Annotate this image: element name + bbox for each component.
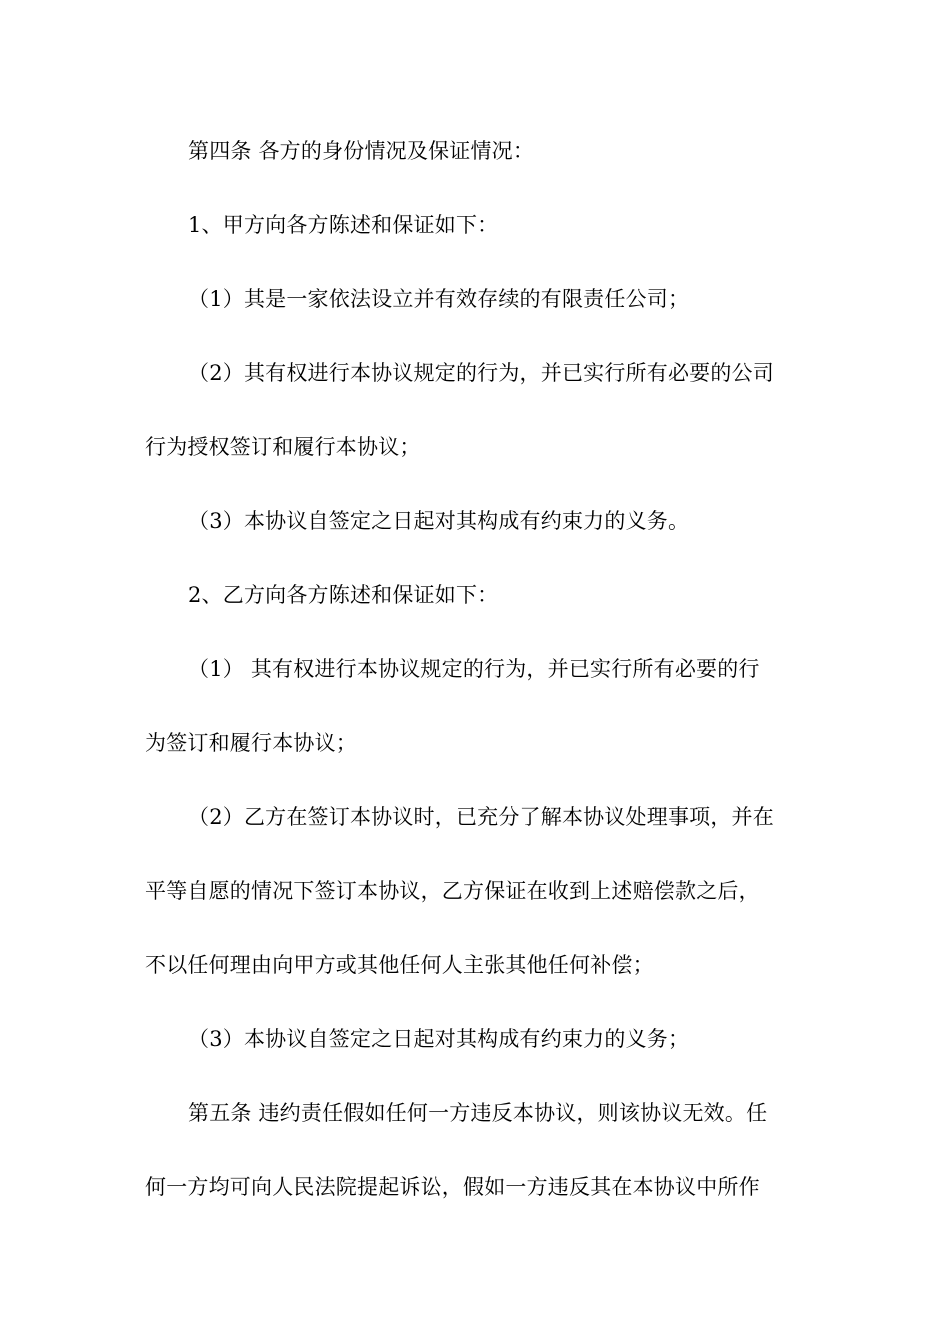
article-4-heading: 第四条 各方的身份情况及保证情况： <box>188 139 535 163</box>
clause-1-item-1: （1）其是一家依法设立并有效存续的有限责任公司； <box>188 287 690 311</box>
clause-2-heading: 2、乙方向各方陈述和保证如下： <box>188 583 499 607</box>
clause-1-item-2-continued: 行为授权签订和履行本协议； <box>145 435 421 459</box>
clause-1-item-2: （2）其有权进行本协议规定的行为，并已实行所有必要的公司 <box>188 361 774 385</box>
clause-2-item-2-continued-1: 平等自愿的情况下签订本协议，乙方保证在收到上述赔偿款之后， <box>145 879 760 903</box>
clause-2-item-1: （1） 其有权进行本协议规定的行为，并已实行所有必要的行 <box>188 657 760 681</box>
article-5-paragraph-continued: 何一方均可向人民法院提起诉讼，假如一方违反其在本协议中所作 <box>145 1175 760 1199</box>
clause-2-item-2: （2）乙方在签订本协议时，已充分了解本协议处理事项，并在 <box>188 805 774 829</box>
clause-1-heading: 1、甲方向各方陈述和保证如下： <box>188 213 499 237</box>
clause-2-item-2-continued-2: 不以任何理由向甲方或其他任何人主张其他任何补偿； <box>145 953 654 977</box>
clause-2-item-3: （3）本协议自签定之日起对其构成有约束力的义务； <box>188 1027 690 1051</box>
article-5-paragraph: 第五条 违约责任假如任何一方违反本协议，则该协议无效。任 <box>188 1101 768 1125</box>
clause-2-item-1-continued: 为签订和履行本协议； <box>145 731 357 755</box>
clause-1-item-3: （3）本协议自签定之日起对其构成有约束力的义务。 <box>188 509 690 533</box>
